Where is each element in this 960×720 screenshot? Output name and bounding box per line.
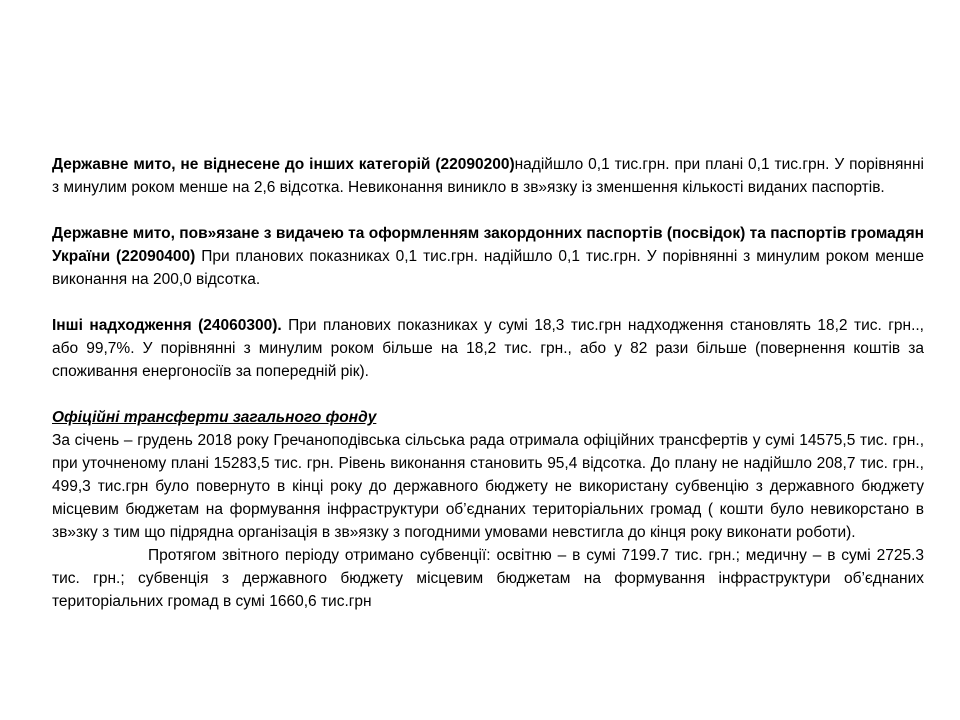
spacer bbox=[52, 199, 924, 222]
paragraph-other-revenue bbox=[52, 314, 924, 383]
paragraph-body: При планових показниках у сумі 18,3 тис.грн надходження становлять 18,2 тис. грн.., або 99,7%. У порівнянні з минулим роком більше на 18,2 тис. грн., або у 82 рази більше (повернення коштів за споживання енергоносіїв за попередній рік). bbox=[52, 317, 924, 380]
paragraph-state-duty-other bbox=[52, 153, 924, 199]
paragraph-title: Інші надходження (24060300). bbox=[52, 317, 282, 334]
paragraph-subventions: Протягом звітного періоду отримано субвенції: освітню – в сумі 7199.7 тис. грн.; медичну – в сумі 2725.3 тис. грн.; субвенція з державного бюджету місцевим бюджетам на формування інфраструктури об’єднаних територіальних громад в сумі 1660,6 тис.грн bbox=[52, 547, 924, 610]
section-title-transfers: Офіційні трансферти загального фонду bbox=[52, 409, 377, 426]
paragraph-title: Державне мито, не віднесене до інших категорій (22090200) bbox=[52, 156, 515, 173]
document-text bbox=[52, 153, 924, 613]
paragraph-transfers-summary: За січень – грудень 2018 року Гречаноподівська сільська рада отримала офіційних трансфертів у сумі 14575,5 тис. грн., при уточненому плані 15283,5 тис. грн. Рівень виконання становить 95,4 відсотка. До плану не надійшло 208,7 тис. грн., 499,3 тис.грн було повернуто в кінці року до державного бюджету не використану субвенцію з державного бюджету місцевим бюджетам на формування інфраструктури об’єднаних територіальних громад ( кошти було невикорстано в зв»зку з тим що підрядна організація в зв»язку з погодними умовами невстигла до кінця року виконати роботи). bbox=[52, 432, 924, 541]
paragraph-body: При планових показниках 0,1 тис.грн. надійшло 0,1 тис.грн. У порівнянні з минулим роком менше виконання на 200,0 відсотка. bbox=[52, 248, 924, 288]
paragraph-title: Державне мито, пов»язане з видачею та оформленням закордонних паспортів (посвідок) та паспортів громадян України (22090400) bbox=[52, 225, 924, 265]
paragraph-state-duty-passports bbox=[52, 222, 924, 291]
spacer bbox=[52, 291, 924, 314]
paragraph-body: надійшло 0,1 тис.грн. при плані 0,1 тис.грн. У порівнянні з минулим роком менше на 2,6 відсотка. Невиконання виникло в зв»язку із зменшення кількості виданих паспортів. bbox=[52, 156, 924, 196]
spacer bbox=[52, 383, 924, 406]
